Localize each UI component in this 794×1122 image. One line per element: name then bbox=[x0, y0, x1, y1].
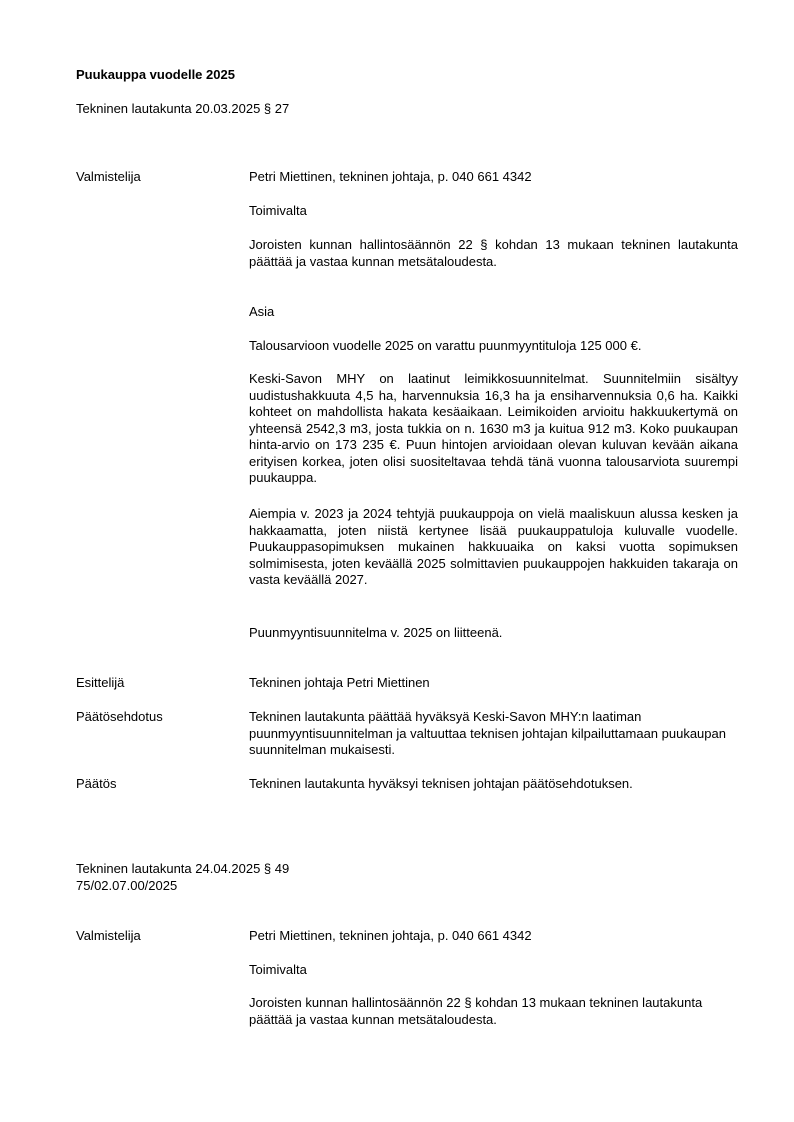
meeting1-header: Tekninen lautakunta 20.03.2025 § 27 bbox=[76, 101, 290, 116]
meeting1-asia-paragraph-3: Aiempia v. 2023 ja 2024 tehtyjä puukauppoja on vielä maaliskuun alussa kesken ja hakkaamatta, joten niistä kertynee lisää puukauppatuloja kuluvalle vuodelle. Puukauppasopimuksen mukainen hakkuuaika on kaksi vuotta sopimuksen solmimisesta, joten keväällä 2025 solmittavien puukauppojen hakkuiden takaraja on vasta keväällä 2027. bbox=[249, 506, 738, 587]
meeting1-paatosehdotus-label: Päätösehdotus bbox=[76, 709, 163, 724]
meeting1-paatosehdotus-value: Tekninen lautakunta päättää hyväksyä Keski-Savon MHY:n laatiman puunmyyntisuunnitelman ja valtuuttaa teknisen johtajan kilpailuttamaan puukaupan suunnitelman mukaisesti. bbox=[249, 709, 726, 757]
meeting1-valmistelija-label: Valmistelija bbox=[76, 169, 141, 184]
meeting1-toimivalta-text: Joroisten kunnan hallintosäännön 22 § kohdan 13 mukaan tekninen lautakunta päättää ja vastaa kunnan metsätaloudesta. bbox=[249, 237, 738, 269]
meeting1-asia-paragraph-4: Puunmyyntisuunnitelma v. 2025 on liitteenä. bbox=[249, 625, 503, 640]
meeting1-paatos-value: Tekninen lautakunta hyväksyi teknisen johtajan päätösehdotuksen. bbox=[249, 776, 633, 791]
meeting2-header: Tekninen lautakunta 24.04.2025 § 49 bbox=[76, 861, 290, 876]
meeting1-valmistelija-value: Petri Miettinen, tekninen johtaja, p. 040 661 4342 bbox=[249, 169, 532, 184]
meeting2-record-number: 75/02.07.00/2025 bbox=[76, 878, 178, 893]
document-title: Puukauppa vuodelle 2025 bbox=[76, 67, 235, 82]
meeting2-valmistelija-value: Petri Miettinen, tekninen johtaja, p. 040 661 4342 bbox=[249, 928, 532, 943]
meeting1-esittelija-value: Tekninen johtaja Petri Miettinen bbox=[249, 675, 430, 690]
meeting2-toimivalta-text: Joroisten kunnan hallintosäännön 22 § kohdan 13 mukaan tekninen lautakunta päättää ja vastaa kunnan metsätaloudesta. bbox=[249, 995, 703, 1027]
meeting1-paatos-label: Päätös bbox=[76, 776, 117, 791]
meeting1-asia-paragraph-1: Talousarvioon vuodelle 2025 on varattu puunmyyntituloja 125 000 €. bbox=[249, 338, 642, 353]
meeting1-esittelija-label: Esittelijä bbox=[76, 675, 125, 690]
meeting2-valmistelija-label: Valmistelija bbox=[76, 928, 141, 943]
meeting2-toimivalta-heading: Toimivalta bbox=[249, 962, 307, 977]
meeting1-toimivalta-heading: Toimivalta bbox=[249, 203, 307, 218]
meeting1-asia-heading: Asia bbox=[249, 304, 275, 319]
meeting1-asia-paragraph-2: Keski-Savon MHY on laatinut leimikkosuunnitelmat. Suunnitelmiin sisältyy uudistushakkuuta 4,5 ha, harvennuksia 16,3 ha ja ensiharvennuksia 0,6 ha. Kaikki kohteet on mahdollista hakata kesäaikaan. Leimikoiden arvioitu hakkuukertymä on yhteensä 2542,3 m3, josta tukkia on n. 1630 m3 ja kuitua 912 m3. Koko puukaupan hinta-arvio on 173 235 €. Puun hintojen arvioidaan olevan kuluvan kevään aikana erityisen korkea, joten olisi suositeltavaa tehdä tänä vuonna talousarviota suurempi puukauppa. bbox=[249, 371, 738, 485]
